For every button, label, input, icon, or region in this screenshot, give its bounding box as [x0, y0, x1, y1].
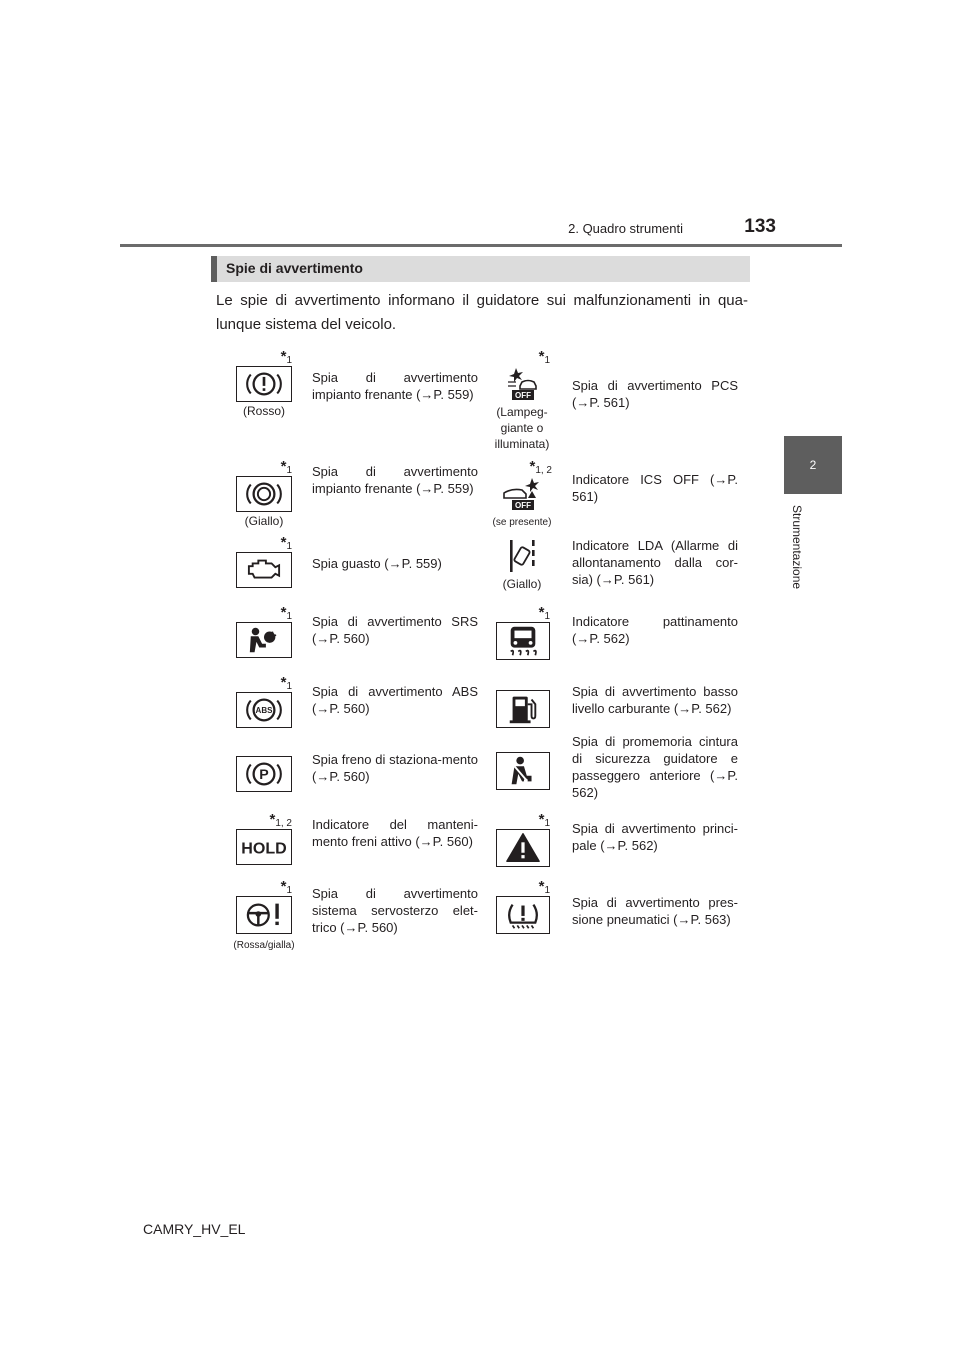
- ics-off-icon: [494, 476, 550, 512]
- footnote-mark: $*_1$: [538, 348, 550, 366]
- light-description: Spia guasto (→P. 559): [312, 556, 442, 571]
- chapter-tab: [784, 436, 842, 494]
- pcs-off-icon: [494, 366, 550, 402]
- abs-icon: [236, 692, 292, 728]
- chapter-label-text: Strumentazione: [790, 505, 804, 590]
- light-description: Spia di avvertimento SRS (→P. 560): [312, 614, 478, 646]
- master-warning-icon: [496, 829, 550, 867]
- brake-yellow-icon: [236, 476, 292, 512]
- footnote-mark: $*_1$: [280, 878, 292, 896]
- footnote-mark: $*_{1, 2}$: [529, 458, 552, 476]
- hold-icon: [236, 829, 292, 865]
- light-description: Spia di avvertimento impianto frenante (→P. 559): [312, 464, 478, 496]
- footnote-mark: $*_1$: [538, 604, 550, 622]
- svg-text:OFF: OFF: [515, 501, 531, 510]
- footnote-mark: $*_1$: [280, 348, 292, 366]
- slip-icon: [496, 622, 550, 660]
- light-description: Spia di avvertimento ABS (→P. 560): [312, 684, 478, 716]
- light-description: Indicatore LDA (Allarme di allontanamento dalla cor-sia) (→P. 561): [572, 538, 738, 587]
- light-description: Indicatore del manteni-mento freni attivo (→P. 560): [312, 817, 478, 849]
- section-title: Spie di avvertimento: [226, 260, 363, 276]
- footnote-mark: $*_1$: [280, 458, 292, 476]
- svg-text:ABS: ABS: [255, 705, 273, 715]
- fuel-icon: [496, 690, 550, 728]
- light-description: Spia di avvertimento basso livello carburante (→P. 562): [572, 684, 738, 716]
- eps-icon: [236, 896, 292, 934]
- chapter-number: 2: [809, 458, 817, 472]
- svg-text:OFF: OFF: [515, 391, 531, 400]
- footnote-mark: $*_1$: [280, 604, 292, 622]
- light-caption: (Giallo): [244, 514, 284, 528]
- light-caption: (Rosso): [242, 404, 285, 418]
- engine-icon: [236, 552, 292, 588]
- light-description: Spia di avvertimento sistema servosterzo elet-trico (→P. 560): [312, 886, 478, 935]
- footnote-mark: $*_1$: [538, 878, 550, 896]
- light-description: Spia di avvertimento princi-pale (→P. 562): [572, 821, 738, 853]
- light-caption: (Lampeg-giante o illuminata): [494, 405, 550, 451]
- light-caption: (Rossa/gialla): [233, 940, 295, 951]
- hold-text: HOLD: [241, 839, 287, 858]
- lda-icon: [504, 538, 540, 574]
- intro-paragraph: Le spie di avvertimento informano il guidatore sui malfunzionamenti in qua-lunque sistema del veicolo.: [216, 292, 748, 333]
- light-description: Indicatore pattinamento (→P. 562): [572, 614, 738, 646]
- chapter-label: [784, 505, 812, 605]
- light-description: Spia freno di staziona-mento (→P. 560): [312, 752, 478, 784]
- brake-red-icon: [236, 366, 292, 402]
- light-description: Spia di promemoria cintura di sicurezza guidatore e passeggero anteriore (→P. 562): [572, 734, 738, 800]
- parking-brake-icon: [236, 756, 292, 792]
- footnote-mark: $*_1$: [280, 674, 292, 692]
- document-code: CAMRY_HV_EL: [143, 1221, 246, 1237]
- header-rule: [120, 244, 842, 247]
- light-description: Spia di avvertimento pres-sione pneumatici (→P. 563): [572, 895, 738, 927]
- footnote-mark: $*_1$: [280, 534, 292, 552]
- section-heading: [211, 256, 750, 282]
- tire-pressure-icon: [496, 896, 550, 934]
- seatbelt-icon: [496, 752, 550, 790]
- footnote-mark: $*_{1, 2}$: [269, 811, 292, 829]
- footnote-mark: $*_1$: [538, 811, 550, 829]
- srs-airbag-icon: [236, 622, 292, 658]
- light-caption: (se presente): [492, 517, 552, 528]
- light-description: Indicatore ICS OFF (→P. 561): [572, 472, 738, 504]
- page-number: 133: [744, 216, 776, 237]
- light-description: Spia di avvertimento PCS (→P. 561): [572, 378, 738, 410]
- svg-text:P: P: [259, 767, 269, 784]
- light-description: Spia di avvertimento impianto frenante (→P. 559): [312, 370, 478, 402]
- running-header-section: 2. Quadro strumenti: [568, 221, 683, 236]
- light-caption: (Giallo): [502, 577, 542, 591]
